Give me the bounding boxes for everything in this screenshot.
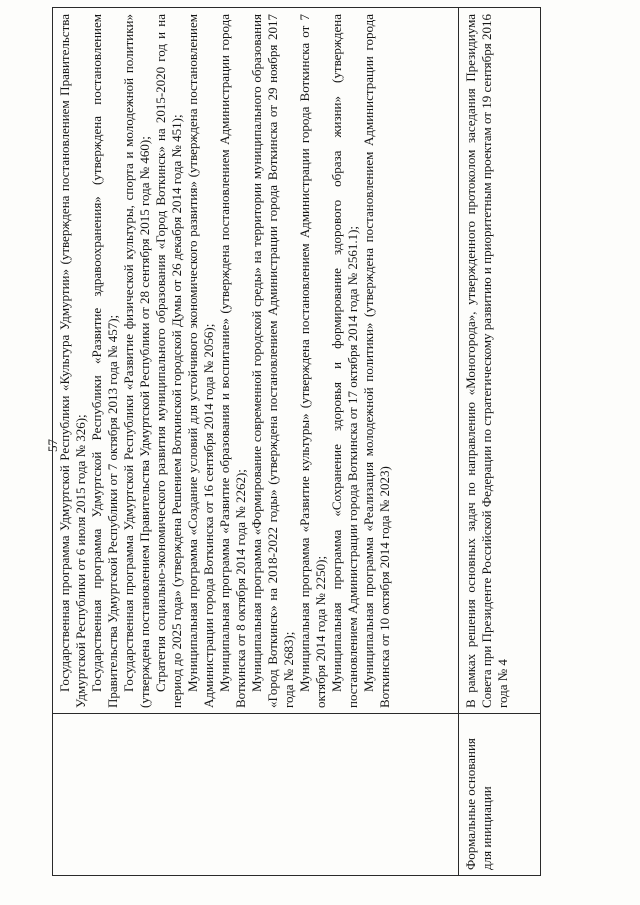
row-label-cell xyxy=(53,714,459,876)
program-item: Государственная программа Удмуртской Республики «Развитие здравоохранения» (утверждена постановлением Правительства Удмуртской Республики от 7 октября 2013 года № 457); xyxy=(89,14,120,708)
program-item: Муниципальная программа «Сохранение здоровья и формирование здорового образа жизни» (утверждена постановлением Администрации города Воткинска от 17 октября 2014 года № 2561.1); xyxy=(329,14,360,708)
formal-basis-cell xyxy=(459,8,541,714)
table-row xyxy=(459,8,541,876)
program-item: Муниципальная программа «Создание условий для устойчивого экономического развития» (утверждена постановлением Администрации города Воткинска от 16 сентября 2014 года № 2056); xyxy=(185,14,216,708)
rotated-document xyxy=(52,14,540,876)
program-item: Государственная программа Удмуртской Республики «Культура Удмуртии» (утверждена постановлением Правительства Удмуртской Республики от 6 июля 2015 года № 326); xyxy=(57,14,88,708)
project-passport-table xyxy=(52,7,541,876)
formal-basis-text: В рамках решения основных задач по направлению «Моногорода», утвержденного протоколом заседания Президиума Совета при Президенте Российской Федерации по стратегическому развитию и приоритетным проектам от 19 сентября 2016 года № 4 xyxy=(463,14,510,708)
programs-list-cell xyxy=(53,8,459,714)
row-label-cell xyxy=(459,714,541,876)
program-item: Государственная программа Удмуртской Республики «Развитие физической культуры, спорта и молодежной политики» (утверждена постановлением Правительства Удмуртской Республики от 28 сентября 2015 года № 460); xyxy=(121,14,152,708)
program-item: Стратегия социально-экономического развития муниципального образования «Город Воткинск» на 2015-2020 год и на период до 2025 года» (утверждена Решением Воткинской городской Думы от 26 декабря 2014 года № 451); xyxy=(153,14,184,708)
program-item: Муниципальная программа «Реализация молодежной политики» (утверждена постановлением Администрации города Воткинска от 10 октября 2014 года № 2023) xyxy=(361,14,392,708)
formal-basis-label: Формальные основания для инициации xyxy=(463,738,494,870)
table-row xyxy=(53,8,459,876)
program-item: Муниципальная программа «Формирование современной городской среды» на территории муниципального образования «Город Воткинск» на 2018-2022 годы» (утверждена постановлением Администрации города Воткинска от 29 ноября 2017 года № 2683); xyxy=(249,14,296,708)
program-item: Муниципальная программа «Развитие образования и воспитание» (утверждена постановлением Администрации города Воткинска от 8 октября 2014 года № 2262); xyxy=(217,14,248,708)
program-item: Муниципальная программа «Развитие культуры» (утверждена постановлением Администрации города Воткинска от 7 октября 2014 года № 2250); xyxy=(297,14,328,708)
page-number: 57 xyxy=(45,439,60,452)
